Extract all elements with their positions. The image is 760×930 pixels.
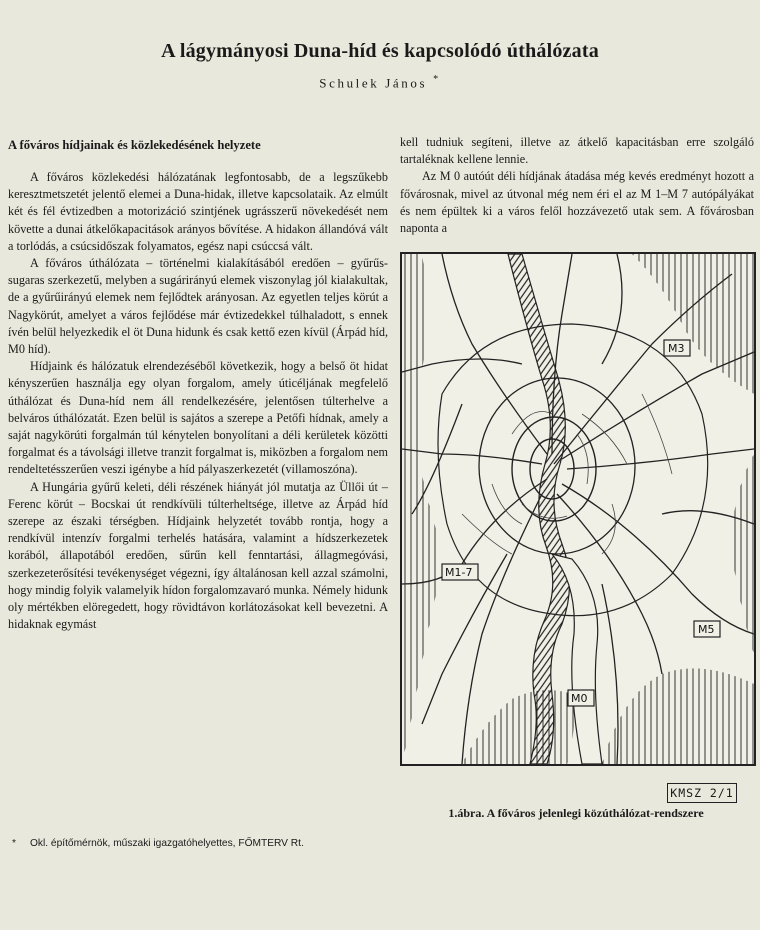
svg-text:M5: M5 — [698, 623, 715, 636]
motorway-label-m3 — [664, 340, 690, 356]
paragraph: A főváros úthálózata – történelmi kialakításából eredően – gyűrűs-sugaras szerkezetű, melyben a sugárirányú elemek viszonylag jól kialakultak, de a gyűrűirányú elemek nem fejlődtek arányosan. Az egyetlen teljes körút a Nagykörút, amelyet a város fejlődése már évtizedekkel túlhaladott, s ennek ívén belül helyezkedik el öt Duna hidunk és csak kettő ezen kívül (Árpád híd, M0 híd). — [8, 256, 388, 357]
hatched-region-northeast — [632, 254, 754, 394]
footnote-mark: * — [12, 838, 16, 849]
hatched-region-southwest — [462, 690, 574, 764]
hatched-region-west — [402, 254, 438, 764]
author-footnote-mark: * — [433, 74, 441, 85]
section-heading: A főváros hídjainak és közlekedésének helyzete — [8, 138, 261, 152]
map-figure — [402, 254, 754, 764]
paragraph: A főváros közlekedési hálózatának legfontosabb, de a legszűkebb keresztmetszetét jelentő elemei a Duna-hidak, illetve kapcsolataik. Az elmúlt két és fél évtizedben a motorizáció szintjének ugrásszerű növekedését nem követte a dunai átkelőkapacitások arányos bővítése. A hidakon állandóvá vált a torlódás, a csúcsidőszak folyamatos, egész napi csúccsá vált. — [8, 170, 388, 253]
author-name: Schulek János — [319, 75, 428, 91]
danube-river — [508, 254, 570, 764]
paragraph: kell tudniuk segíteni, illetve az átkelő kapacitásban erre szolgáló tartaléknak kellene lennie. — [400, 135, 754, 167]
motorway-label-m5 — [694, 621, 720, 637]
figure-caption: 1.ábra. A főváros jelenlegi közúthálózat-rendszere — [448, 806, 704, 820]
figure-code: KMSZ 2/1 — [667, 783, 737, 803]
hatched-region-southeast — [602, 668, 754, 764]
svg-text:M0: M0 — [571, 692, 588, 705]
paragraph: A Hungária gyűrű keleti, déli részének hiányát jól mutatja az Üllői út – Ferenc körút – Bocskai út rendkívüli túlterheltsége, illetve az Árpád híd szerepe az északi térségben. Hídjaink helyzetét tovább rontja, hogy a rendkívül intenzív forgalmi terhelés hatására, valamint a hídszerkezetek korából, állapotából eredően, sűrűn kell fenntartási, állagmegóvási, szerkezeterősítési tevékenységet végezni, így általánosan kell azzal számolni, hogy mindig folyik valamelyik hídon forgalomzavaró munka. Némely hidunk oly mértékben elöregedett, hogy rövidtávon korlátozásokat kell bevezetni. A hidaknak egymást — [8, 479, 388, 632]
author-line — [0, 74, 760, 91]
left-column — [8, 137, 388, 633]
secondary-roads — [462, 394, 672, 554]
road-network-map — [400, 252, 756, 766]
article-title: A lágymányosi Duna-híd és kapcsolódó úthálózata — [161, 40, 599, 62]
hatched-region-east — [732, 454, 754, 654]
paragraph: Az M 0 autóút déli hídjának átadása még kevés eredményt hozott a fővárosnak, mivel az útvonal még nem éri el az M 1–M 7 autópályákat és nem épültek ki a város felől hozzávezető utak sem. A fővárosban naponta a — [400, 169, 754, 236]
footnote-text: Okl. építőmérnök, műszaki igazgatóhelyettes, FŐMTERV Rt. — [29, 838, 304, 849]
motorway-label-m0 — [568, 690, 594, 706]
svg-text:M1-7: M1-7 — [445, 566, 473, 579]
footnote — [12, 838, 392, 849]
paragraph: Hídjaink és hálózatuk elrendezéséből következik, hogy a belső öt hidat kényszerűen használja egy olyan forgalom, amely úticéljának megfelelő úthálózat és Duna-híd nem áll rendelkezésére, jelentősen túlterhelve a belváros úthálózatát. Ezen belül is sajátos a szerepe a Petőfi hídnak, amely a saját nagykörúti forgalmán túl kénytelen bonyolítani a déli kerületek közötti forgalmat és a távolsági illetve tranzit forgalmat is, miközben a forgalom nem rendeltetésszerűen veszi igénybe a híd pályaszerkezetét (villamoszóna). — [8, 359, 388, 477]
motorway-label-m17 — [442, 564, 478, 580]
right-column — [400, 134, 754, 237]
svg-text:M3: M3 — [668, 342, 685, 355]
